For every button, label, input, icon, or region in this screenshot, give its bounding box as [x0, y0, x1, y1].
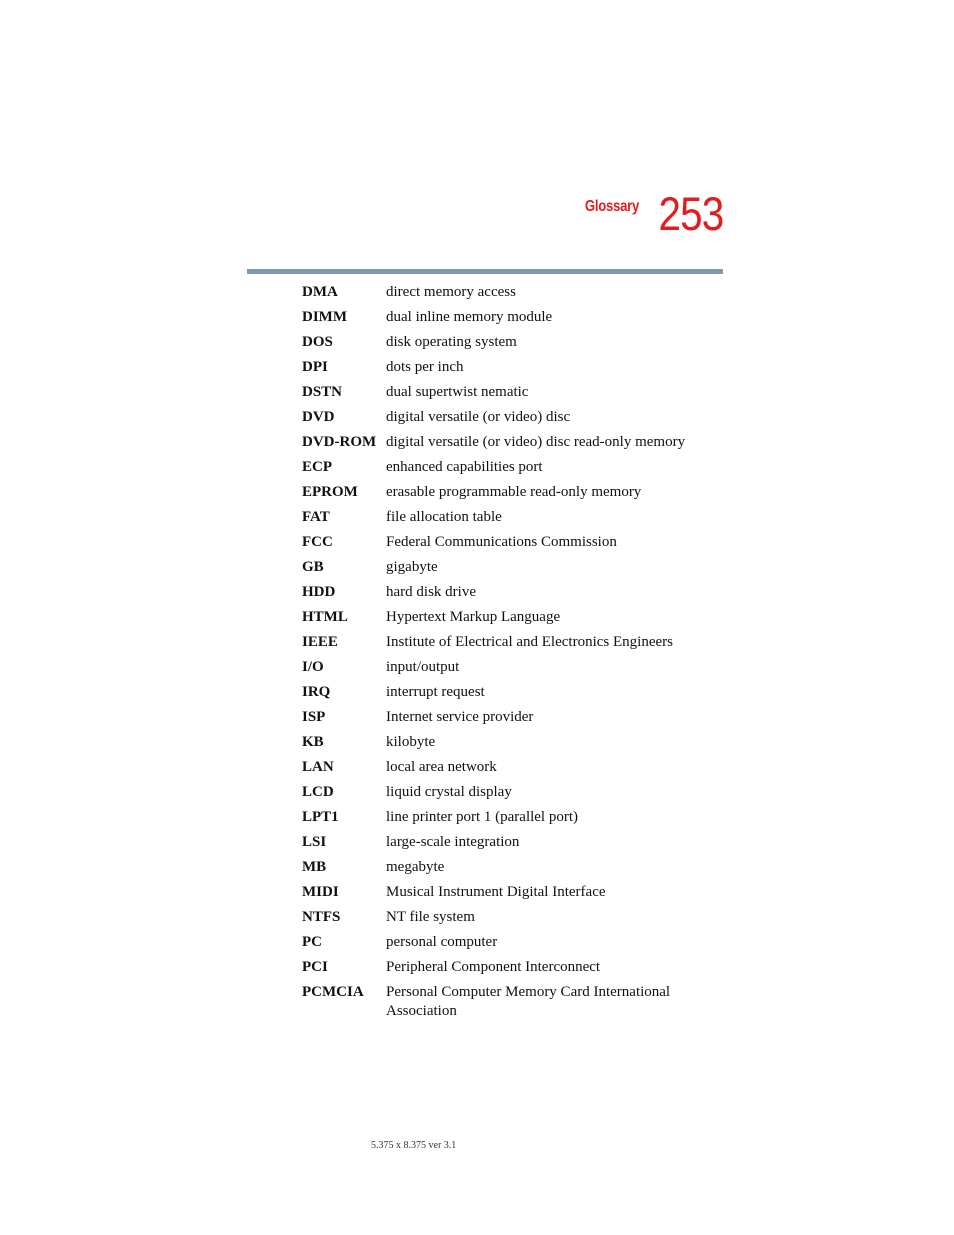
glossary-term: DVD	[302, 409, 335, 425]
glossary-term: DVD-ROM	[302, 434, 377, 450]
glossary-term: LCD	[302, 784, 334, 800]
glossary-term: HTML	[302, 609, 348, 625]
footer-version: 5.375 x 8.375 ver 3.1	[371, 1140, 457, 1151]
glossary-definition: dual supertwist nematic	[386, 384, 529, 400]
glossary-term: LAN	[302, 759, 334, 775]
glossary-entry	[302, 656, 722, 681]
glossary-definition: input/output	[386, 659, 460, 675]
glossary-term: PCI	[302, 959, 328, 975]
glossary-term: DMA	[302, 284, 338, 300]
glossary-term: IRQ	[302, 684, 331, 700]
glossary-term: DSTN	[302, 384, 343, 400]
glossary-term: GB	[302, 559, 324, 575]
glossary-list	[302, 281, 722, 1025]
glossary-term: MIDI	[302, 884, 339, 900]
glossary-entry	[302, 506, 722, 531]
glossary-entry	[302, 831, 722, 856]
glossary-definition: erasable programmable read-only memory	[386, 484, 642, 500]
glossary-entry	[302, 881, 722, 906]
header-rule	[247, 269, 723, 274]
page-number: 253	[658, 187, 723, 240]
glossary-entry	[302, 481, 722, 506]
glossary-term: EPROM	[302, 484, 358, 500]
glossary-term: MB	[302, 859, 327, 875]
glossary-entry	[302, 781, 722, 806]
glossary-definition: megabyte	[386, 859, 445, 875]
glossary-definition: digital versatile (or video) disc	[386, 409, 571, 425]
glossary-definition: Institute of Electrical and Electronics Engineers	[386, 634, 673, 650]
glossary-entry	[302, 531, 722, 556]
glossary-definition: file allocation table	[386, 509, 502, 525]
glossary-term: ECP	[302, 459, 332, 475]
glossary-term: DIMM	[302, 309, 347, 325]
glossary-definition: hard disk drive	[386, 584, 476, 600]
glossary-entry	[302, 556, 722, 581]
glossary-entry	[302, 706, 722, 731]
glossary-definition: dual inline memory module	[386, 309, 553, 325]
glossary-entry	[302, 406, 722, 431]
glossary-term: DPI	[302, 359, 328, 375]
glossary-definition: local area network	[386, 759, 497, 775]
glossary-definition: line printer port 1 (parallel port)	[386, 809, 579, 825]
glossary-entry	[302, 756, 722, 781]
glossary-term: FAT	[302, 509, 330, 525]
glossary-entry	[302, 456, 722, 481]
glossary-definition: gigabyte	[386, 559, 438, 575]
glossary-entry	[302, 981, 722, 1025]
glossary-entry	[302, 856, 722, 881]
section-title: Glossary	[584, 198, 639, 215]
glossary-entry	[302, 356, 722, 381]
glossary-entry	[302, 306, 722, 331]
glossary-entry	[302, 281, 722, 306]
glossary-definition: large-scale integration	[386, 834, 520, 850]
glossary-entry	[302, 431, 722, 456]
glossary-entry	[302, 956, 722, 981]
glossary-definition: kilobyte	[386, 734, 436, 750]
glossary-entry	[302, 931, 722, 956]
glossary-definition: Internet service provider	[386, 709, 534, 725]
glossary-term: FCC	[302, 534, 333, 550]
glossary-term: LSI	[302, 834, 327, 850]
glossary-term: PCMCIA	[302, 984, 364, 1000]
glossary-term: IEEE	[302, 634, 338, 650]
glossary-term: I/O	[302, 659, 324, 675]
glossary-term: KB	[302, 734, 324, 750]
glossary-entry	[302, 631, 722, 656]
glossary-definition: Musical Instrument Digital Interface	[386, 884, 606, 900]
glossary-entry	[302, 606, 722, 631]
glossary-term: LPT1	[302, 809, 339, 825]
glossary-definition: enhanced capabilities port	[386, 459, 543, 475]
glossary-entry	[302, 731, 722, 756]
glossary-term: NTFS	[302, 909, 341, 925]
glossary-definition: Personal Computer Memory Card International Association	[386, 984, 671, 1019]
glossary-term: DOS	[302, 334, 333, 350]
glossary-term: HDD	[302, 584, 336, 600]
glossary-entry	[302, 331, 722, 356]
glossary-definition: Hypertext Markup Language	[386, 609, 561, 625]
glossary-definition: interrupt request	[386, 684, 485, 700]
glossary-definition: direct memory access	[386, 284, 516, 300]
glossary-definition: NT file system	[386, 909, 475, 925]
glossary-entry	[302, 906, 722, 931]
glossary-term: ISP	[302, 709, 326, 725]
glossary-definition: digital versatile (or video) disc read-only memory	[386, 434, 686, 450]
glossary-definition: dots per inch	[386, 359, 464, 375]
glossary-definition: Peripheral Component Interconnect	[386, 959, 601, 975]
glossary-term: PC	[302, 934, 322, 950]
glossary-entry	[302, 681, 722, 706]
glossary-entry	[302, 381, 722, 406]
glossary-entry	[302, 806, 722, 831]
glossary-definition: personal computer	[386, 934, 498, 950]
glossary-definition: Federal Communications Commission	[386, 534, 617, 550]
glossary-definition: disk operating system	[386, 334, 517, 350]
glossary-definition: liquid crystal display	[386, 784, 512, 800]
glossary-entry	[302, 581, 722, 606]
